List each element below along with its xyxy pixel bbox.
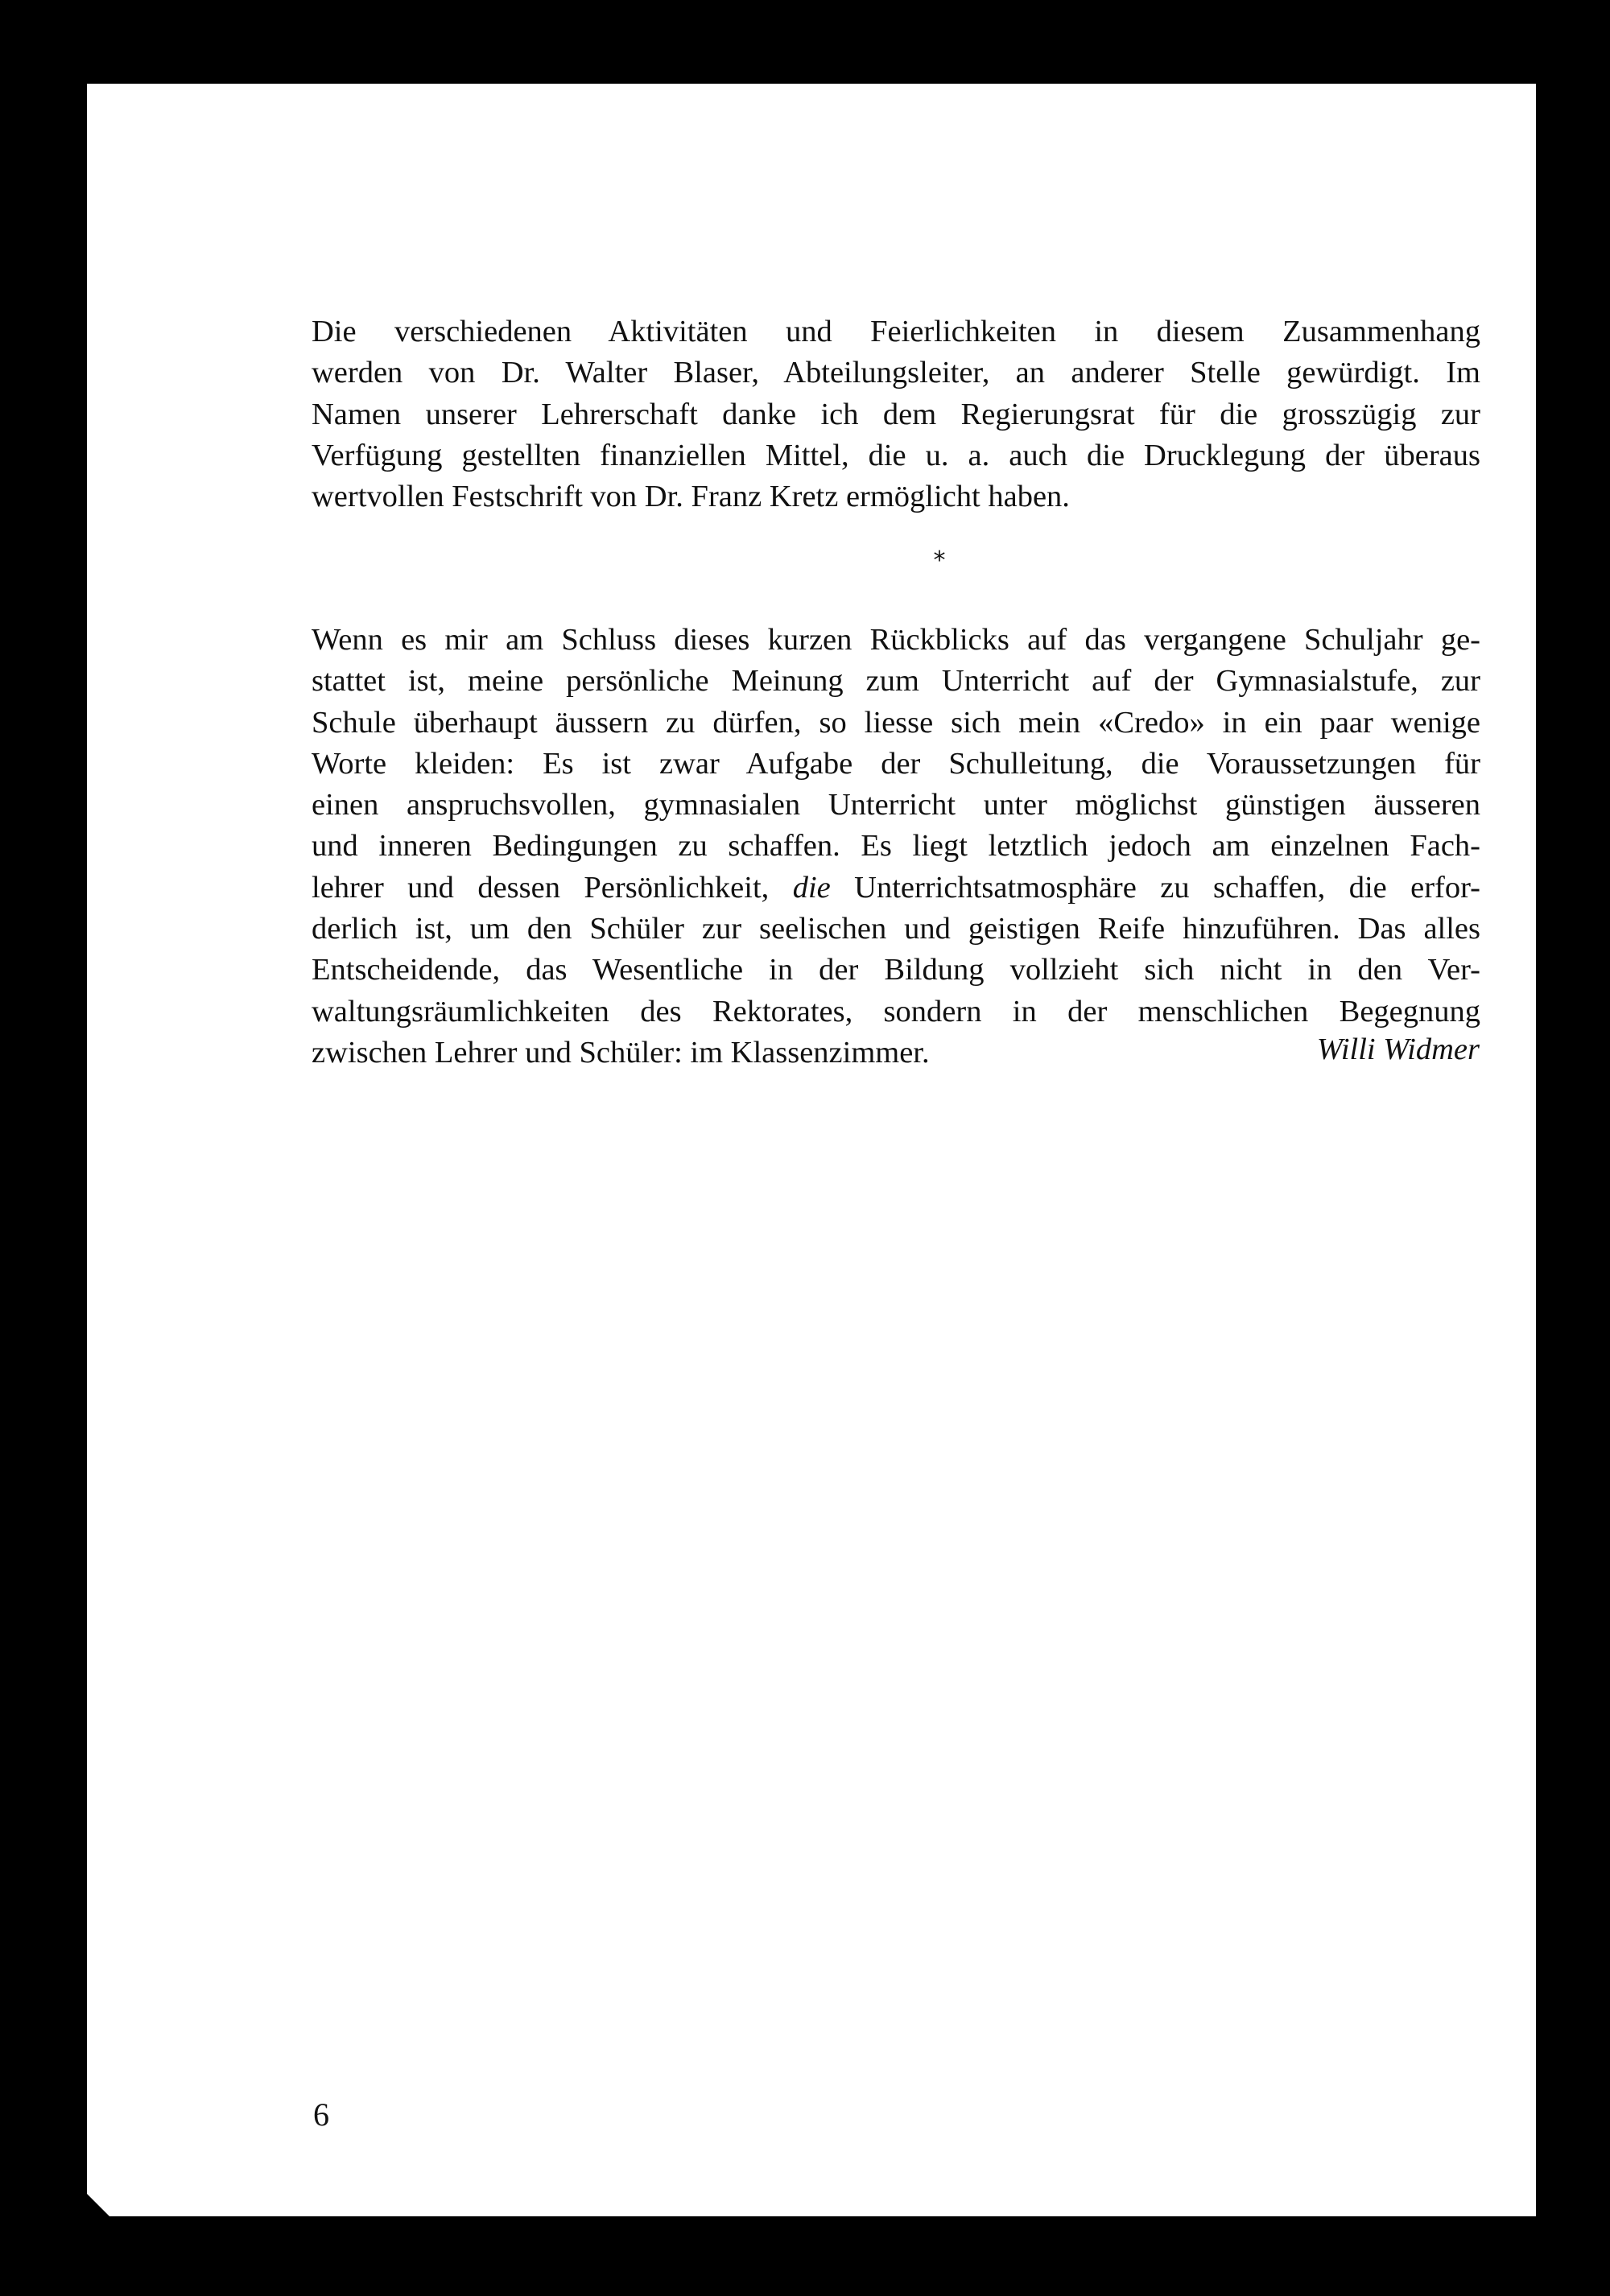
text-line: Wenn es mir am Schluss dieses kurzen Rückblicks auf das vergangene Schuljahr ge- (312, 623, 1480, 657)
text-segment: lehrer und dessen Persönlichkeit, (312, 870, 793, 905)
author-signature: Willi Widmer (1316, 1033, 1480, 1066)
text-line: wertvollen Festschrift von Dr. Franz Kretz ermöglicht haben. (312, 480, 1070, 514)
asterisk-glyph: * (933, 546, 946, 575)
text-line: Worte kleiden: Es ist zwar Aufgabe der Schulleitung, die Voraussetzungen für (312, 746, 1480, 781)
text-line: stattet ist, meine persönliche Meinung zum Unterricht auf der Gymnasialstufe, zur (312, 664, 1480, 699)
text-segment: Unterrichtsatmosphäre zu schaffen, die erfor- (830, 870, 1481, 905)
section-separator (87, 546, 1536, 575)
text-line: waltungsräumlichkeiten des Rektorates, sondern in der menschlichen Begegnung (312, 994, 1480, 1028)
text-line: Namen unserer Lehrerschaft danke ich dem Regierungsrat für die grosszügig zur (312, 397, 1480, 431)
text-line: derlich ist, um den Schüler zur seelischen und geistigen Reife hinzuführen. Das alles (312, 912, 1480, 946)
page-corner (87, 2194, 109, 2216)
text-line: Verfügung gestellten finanziellen Mittel, die u. a. auch die Drucklegung der überaus (312, 438, 1480, 472)
emphasized-word: die (792, 870, 831, 905)
page-number: 6 (313, 2096, 329, 2133)
text-line: werden von Dr. Walter Blaser, Abteilungsleiter, an anderer Stelle gewürdigt. Im (312, 356, 1480, 390)
text-line: einen anspruchsvollen, gymnasialen Unterricht unter möglichst günstigen äusseren (312, 788, 1480, 822)
text-line: Entscheidende, das Wesentliche in der Bildung vollzieht sich nicht in den Ver- (312, 953, 1480, 987)
paragraph-intro (312, 311, 1480, 517)
paragraph-credo (312, 620, 1480, 1074)
document-page (87, 84, 1536, 2216)
text-line: Die verschiedenen Aktivitäten und Feierlichkeiten in diesem Zusammenhang (312, 315, 1480, 348)
text-line: Schule überhaupt äussern zu dürfen, so liesse sich mein «Credo» in ein paar wenige (312, 705, 1480, 740)
text-line: zwischen Lehrer und Schüler: im Klassenzimmer. (312, 1035, 930, 1070)
text-line (312, 868, 1480, 909)
text-line: und inneren Bedingungen zu schaffen. Es liegt letztlich jedoch am einzelnen Fach- (312, 829, 1480, 864)
